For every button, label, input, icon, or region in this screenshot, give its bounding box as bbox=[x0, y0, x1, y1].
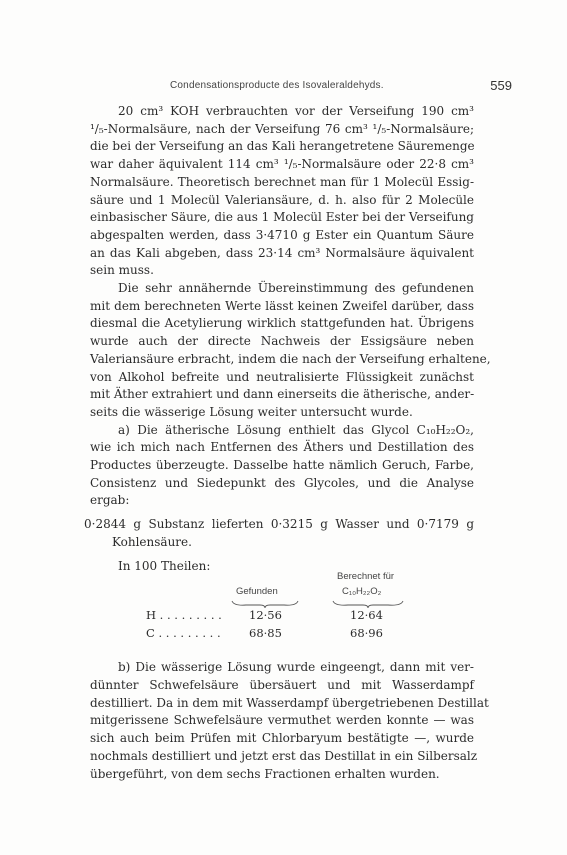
paragraph-4 bbox=[90, 659, 489, 783]
col-calc-formula: C₁₀H₂₂O₂ bbox=[342, 586, 382, 598]
text-line: Kohlensäure. bbox=[112, 534, 192, 549]
text-line: 20 cm³ KOH verbrauchten vor der Verseifung 190 cm³ bbox=[118, 104, 474, 118]
row-h-calc: 12·64 bbox=[350, 608, 383, 623]
analysis-block bbox=[84, 516, 474, 551]
paragraph-1 bbox=[90, 103, 474, 280]
text-line: dünnter Schwefelsäure übersäuert und mit Wasserdampf bbox=[90, 677, 474, 692]
text-line: mitgerissene Schwefelsäure vermuthet werden konnte — was bbox=[90, 713, 474, 728]
text-line: Normalsäure. Theoretisch berechnet man für 1 Molecül Essig- bbox=[90, 174, 474, 189]
text-line: säure und 1 Molecül Valeriansäure, d. h. also für 2 Molecüle bbox=[90, 192, 474, 207]
row-h-label: H . . . . . . . . . bbox=[146, 608, 222, 623]
text-line: sich auch beim Prüfen mit Chlorbaryum bestätigte —, wurde bbox=[90, 731, 474, 746]
found-brace bbox=[230, 600, 300, 608]
text-line: wie ich mich nach Entfernen des Äthers und Destillation des bbox=[90, 440, 474, 455]
col-found-header: Gefunden bbox=[236, 586, 278, 598]
text-line: mit Äther extrahiert und dann einerseits die ätherische, ander- bbox=[90, 387, 475, 402]
row-c-found: 68·85 bbox=[249, 626, 282, 641]
col-calc-header: Berechnet für bbox=[337, 571, 395, 583]
text-line: ergab: bbox=[90, 493, 130, 508]
paragraph-2 bbox=[90, 280, 491, 422]
text-line: Die sehr annähernde Übereinstimmung des gefundenen bbox=[118, 281, 474, 296]
text-line: b) Die wässerige Lösung wurde eingeengt, dann mit ver- bbox=[118, 660, 474, 675]
text-line: mit dem berechneten Werte lässt keinen Zweifel darüber, dass bbox=[90, 298, 474, 313]
row-c-calc: 68·96 bbox=[350, 626, 383, 641]
text-line: ¹/₅-Normalsäure, nach der Verseifung 76 cm³ ¹/₅-Normalsäure; bbox=[90, 121, 474, 136]
text-line: Consistenz und Siedepunkt des Glycoles, und die Analyse bbox=[90, 475, 474, 490]
text-line: wurde auch der directe Nachweis der Essigsäure neben bbox=[90, 334, 474, 349]
text-line: diesmal die Acetylierung wirklich stattgefunden hat. Übrigens bbox=[90, 316, 474, 331]
text-line: an das Kali abgeben, dass 23·14 cm³ Normalsäure äquivalent bbox=[90, 245, 474, 260]
paragraph-3 bbox=[90, 422, 474, 511]
results-table bbox=[90, 571, 474, 659]
row-c-label: C . . . . . . . . . bbox=[146, 626, 221, 641]
text-line: Valeriansäure erbracht, indem die nach der Verseifung erhaltene, bbox=[90, 351, 491, 366]
text-line: 0·2844 g Substanz lieferten 0·3215 g Wasser und 0·7179 g bbox=[84, 517, 474, 532]
text-line: von Alkohol befreite und neutralisierte Flüssigkeit zunächst bbox=[90, 369, 474, 384]
page-body bbox=[84, 103, 491, 783]
text-line: a) Die ätherische Lösung enthielt das Glycol C₁₀H₂₂O₂, bbox=[118, 422, 474, 437]
text-line: war daher äquivalent 114 cm³ ¹/₅-Normalsäure oder 22·8 cm³ bbox=[90, 157, 474, 172]
calc-brace bbox=[331, 600, 405, 608]
page-header bbox=[60, 78, 520, 98]
text-line: sein muss. bbox=[90, 263, 154, 278]
page-number: 559 bbox=[490, 78, 512, 93]
running-title: Condensationsproducte des Isovaleraldehyds. bbox=[170, 80, 384, 91]
text-line: nochmals destilliert und jetzt erst das Destillat in ein Silbersalz bbox=[90, 748, 478, 763]
row-h-found: 12·56 bbox=[249, 608, 282, 623]
text-line: die bei der Verseifung an das Kali herangetretene Säuremenge bbox=[90, 139, 475, 154]
text-line: abgespalten werden, dass 3·4710 g Ester ein Quantum Säure bbox=[90, 227, 474, 242]
in-100-label: In 100 Theilen: bbox=[118, 558, 211, 573]
text-line: seits die wässerige Lösung weiter untersucht wurde. bbox=[90, 404, 413, 419]
text-line: Productes überzeugte. Dasselbe hatte nämlich Geruch, Farbe, bbox=[90, 458, 474, 473]
text-line: destilliert. Da in dem mit Wasserdampf übergetriebenen Destillat bbox=[90, 695, 489, 710]
text-line: einbasischer Säure, die aus 1 Molecül Ester bei der Verseifung bbox=[90, 210, 474, 225]
text-line: übergeführt, von dem sechs Fractionen erhalten wurden. bbox=[90, 766, 440, 781]
